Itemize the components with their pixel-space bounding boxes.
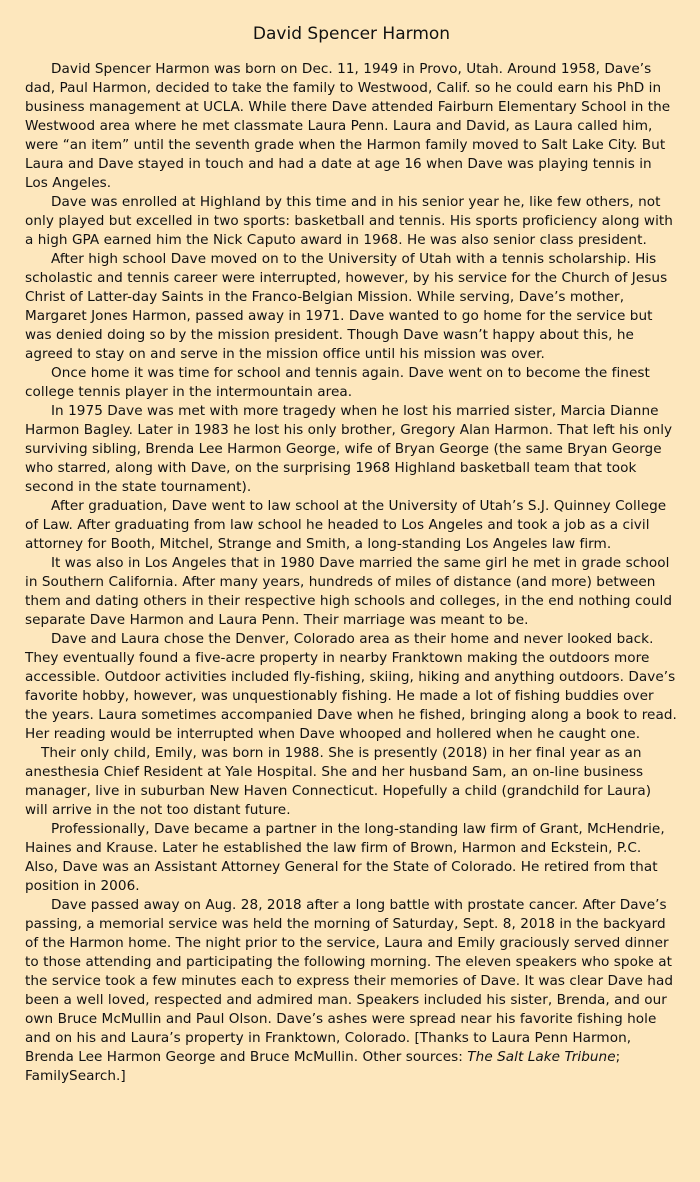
paragraph-university: After high school Dave moved on to the University of Utah with a tennis scholarship. His scholastic and tennis career were interrupted, however, by his service for the Church of Jesus Christ of Latter-day Saints in the Franco-Belgian Mission. While serving, Dave’s mother, Margaret Jones Harmon, passed away in 1971. Dave wanted to go home for the service but was denied doing so by the mission president. Though Dave wasn’t happy about this, he agreed to stay on and serve in the mission office until his mission was over. xyxy=(25,251,668,362)
paragraph-highland: Dave was enrolled at Highland by this time and in his senior year he, like few others, not only played but excelled in two sports: basketball and tennis. His sports proficiency along with a high GPA earned him the Nick Caputo award in 1968. He was also senior class president. xyxy=(25,194,673,248)
paragraph-emily: Their only child, Emily, was born in 1988. She is presently (2018) in her final year as an anesthesia Chief Resident at Yale Hospital. She and her husband Sam, an on-line business manager, live in suburban New Haven Connecticut. Hopefully a child (grandchild for Laura) will arrive in the not too distant future. xyxy=(25,745,652,818)
paragraph-marriage: It was also in Los Angeles that in 1980 Dave married the same girl he met in grade school in Southern California. After many years, hundreds of miles of distance (and more) between them and dating others in their respective high schools and colleges, in the end nothing could separate Dave Harmon and Laura Penn. Their marriage was meant to be. xyxy=(25,555,673,628)
paragraph-career: Professionally, Dave became a partner in the long-standing law firm of Grant, McHendrie, Haines and Krause. Later he established the law firm of Brown, Harmon and Eckstein, P.C. Also, Dave was an Assistant Attorney General for the State of Colorado. He retired from that position in 2006. xyxy=(25,821,665,894)
memorial-text: Dave passed away on Aug. 28, 2018 after a long battle with prostate cancer. After Dave’s passing, a memorial service was held the morning of Saturday, Sept. 8, 2018 in the backyard of the Harmon home. The night prior to the service, Laura and Emily graciously served dinner to those attending and participating the following morning. The eleven speakers who spoke at the service took a few minutes each to express their memories of Dave. It was clear Dave had been a well loved, respected and admired man. Speakers included his sister, Brenda, and our own Bruce McMullin and Paul Olson. Dave’s ashes were spread near his favorite fishing hole and on his and Laura’s property in Franktown, Colorado. [Thanks to Laura Penn Harmon, Brenda Lee Harmon George and Bruce McMullin. Other sources: xyxy=(25,897,674,1065)
paragraph-family-loss: In 1975 Dave was met with more tragedy when he lost his married sister, Marcia Dianne Harmon Bagley. Later in 1983 he lost his only brother, Gregory Alan Harmon. That left his only surviving sibling, Brenda Lee Harmon George, wife of Bryan George (the same Bryan George who starred, along with Dave, on the surprising 1968 Highland basketball team that took second in the state tournament). xyxy=(25,403,673,495)
paragraph-birth: David Spencer Harmon was born on Dec. 11, 1949 in Provo, Utah. Around 1958, Dave’s dad, Paul Harmon, decided to take the family to Westwood, Calif. so he could earn his PhD in business management at UCLA. While there Dave attended Fairburn Elementary School in the Westwood area where he met classmate Laura Penn. Laura and David, as Laura called him, were “an item” until the seventh grade when the Harmon family moved to Salt Lake City. But Laura and Dave stayed in touch and had a date at age 16 when Dave was playing tennis in Los Angeles. xyxy=(25,61,671,191)
paragraph-law-school: After graduation, Dave went to law school at the University of Utah’s S.J. Quinney College of Law. After graduating from law school he headed to Los Angeles and took a job as a civil attorney for Booth, Mitchel, Strange and Smith, a long-standing Los Angeles law firm. xyxy=(25,498,667,552)
source-tail: ; FamilySearch.] xyxy=(25,1049,621,1084)
paragraph-tennis: Once home it was time for school and tennis again. Dave went on to become the finest college tennis player in the intermountain area. xyxy=(25,365,650,400)
paragraph-colorado: Dave and Laura chose the Denver, Colorado area as their home and never looked back. They eventually found a five-acre property in nearby Franktown making the outdoors more accessible. Outdoor activities included fly-fishing, skiing, hiking and anything outdoors. Dave’s favorite hobby, however, was unquestionably fishing. He made a lot of fishing buddies over the years. Laura sometimes accompanied Dave when he fished, bringing along a book to read. Her reading would be interrupted when Dave whooped and hollered when he caught one. xyxy=(25,631,677,742)
source-newspaper: The Salt Lake Tribune xyxy=(467,1049,616,1065)
page-title: David Spencer Harmon xyxy=(252,24,451,44)
paragraph-memorial xyxy=(25,896,678,1086)
biography-body xyxy=(25,60,678,1086)
